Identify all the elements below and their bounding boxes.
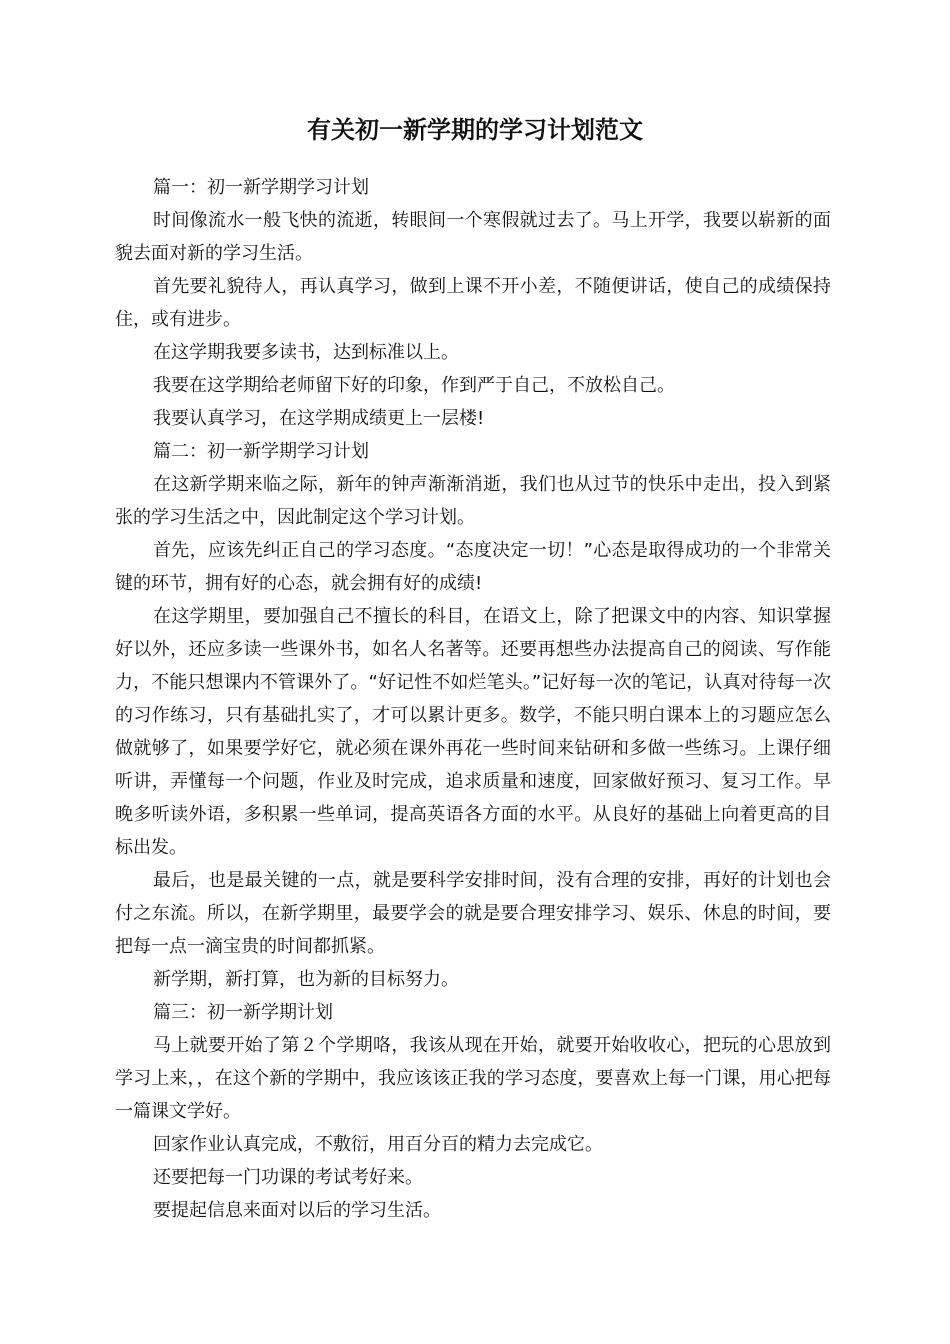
paragraph: 最后，也是最关键的一点，就是要科学安排时间，没有合理的安排，再好的计划也会付之东流。所以，在新学期里，最要学会的就是要合理安排学习、娱乐、休息的时间，要把每一点一滴宝贵的时间都抓紧。 [115, 870, 831, 957]
heading-part-three: 篇三：初一新学期计划 [153, 1002, 333, 1023]
paragraph: 在这新学期来临之际，新年的钟声渐渐消逝，我们也从过节的快乐中走出，投入到紧张的学习生活之中，因此制定这个学习计划。 [115, 474, 831, 528]
paragraph: 我要认真学习，在这学期成绩更上一层楼! [153, 408, 485, 429]
paragraph: 新学期，新打算，也为新的目标努力。 [153, 969, 459, 990]
paragraph: 首先要礼貌待人，再认真学习，做到上课不开小差，不随便讲话，使自己的成绩保持住，或有进步。 [115, 276, 831, 330]
document-title: 有关初一新学期的学习计划范文 [307, 116, 643, 144]
paragraph: 在这学期我要多读书，达到标准以上。 [153, 342, 459, 363]
paragraph: 首先，应该先纠正自己的学习态度。“态度决定一切！”心态是取得成功的一个非常关键的环节，拥有好的心态，就会拥有好的成绩! [115, 540, 831, 594]
paragraph: 我要在这学期给老师留下好的印象，作到严于自己，不放松自己。 [153, 375, 675, 396]
paragraph: 时间像流水一般飞快的流逝，转眼间一个寒假就过去了。马上开学，我要以崭新的面貌去面对新的学习生活。 [115, 210, 831, 264]
paragraph: 还要把每一门功课的考试考好来。 [153, 1167, 423, 1188]
document-body [115, 171, 831, 1227]
paragraph: 马上就要开始了第２个学期咯，我该从现在开始，就要开始收收心，把玩的心思放到学习上来，，在这个新的学期中，我应该该正我的学习态度，要喜欢上每一门课，用心把每一篇课文学好。 [115, 1035, 831, 1122]
paragraph: 在这学期里，要加强自己不擅长的科目，在语文上，除了把课文中的内容、知识掌握好以外，还应多读一些课外书，如名人名著等。还要再想些办法提高自己的阅读、写作能力，不能只想课内不管课外了。“好记性不如烂笔头。”记好每一次的笔记，认真对待每一次的习作练习，只有基础扎实了，才可以累计更多。数学，不能只明白课本上的习题应怎么做就够了，如果要学好它，就必须在课外再花一些时间来钻研和多做一些练习。上课仔细听讲，弄懂每一个问题，作业及时完成，追求质量和速度，回家做好预习、复习工作。早晚多听读外语，多积累一些单词，提高英语各方面的水平。从良好的基础上向着更高的目标出发。 [115, 606, 831, 858]
paragraph: 回家作业认真完成，不敷衍，用百分百的精力去完成它。 [153, 1134, 603, 1155]
heading-part-two: 篇二：初一新学期学习计划 [153, 441, 369, 462]
heading-part-one: 篇一：初一新学期学习计划 [153, 177, 369, 198]
paragraph: 要提起信息来面对以后的学习生活。 [153, 1200, 441, 1221]
